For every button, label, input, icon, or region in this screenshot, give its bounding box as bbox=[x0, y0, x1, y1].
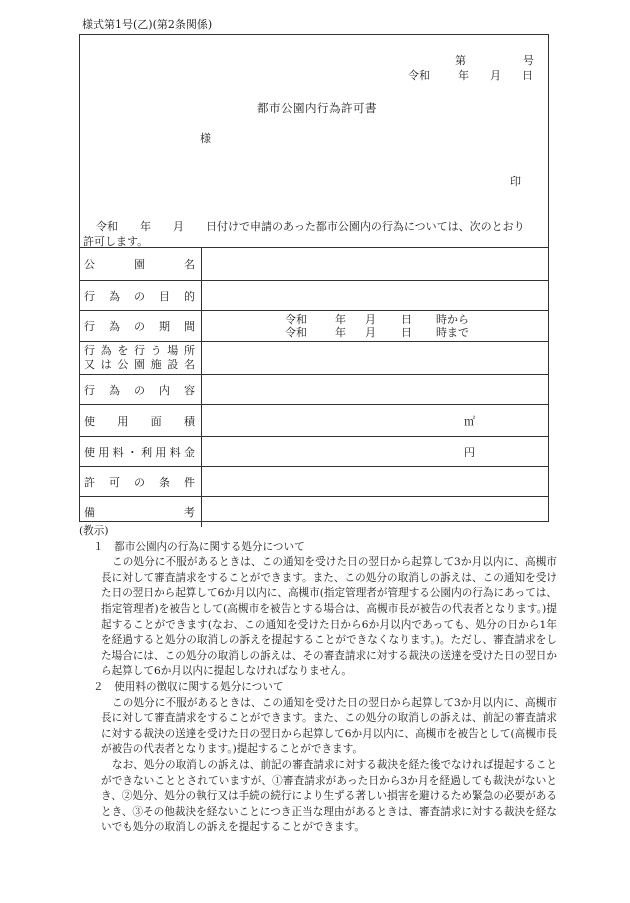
label-char: 用 bbox=[98, 445, 110, 459]
row-purpose bbox=[79, 281, 549, 311]
label-char: 面 bbox=[150, 414, 162, 428]
label-char: 行 bbox=[84, 344, 95, 357]
park-name-value[interactable] bbox=[202, 248, 550, 281]
label-char: 設 bbox=[167, 358, 179, 371]
row-park-name bbox=[79, 248, 549, 281]
label-char: 公 bbox=[84, 258, 95, 271]
label-char: 用 bbox=[117, 414, 129, 428]
label-char: 施 bbox=[150, 358, 162, 371]
date-day: 日 bbox=[522, 69, 533, 82]
label-char: 目 bbox=[159, 289, 170, 303]
period-to: 令和 年 月 日 時まで bbox=[285, 326, 469, 339]
label-char: 行 bbox=[84, 383, 95, 397]
seal-mark: 印 bbox=[510, 175, 521, 188]
label-char: 条 bbox=[159, 475, 170, 489]
label-char: の bbox=[134, 289, 145, 303]
label-char: 用 bbox=[155, 445, 167, 459]
label-char: 名 bbox=[183, 358, 195, 371]
section2-body-1: この処分に不服があるときは、この通知を受けた日の翌日から起算して3か月以内に、高槻市長に対して審査請求をすることができます。また、この処分の取消しの訴えは、前記の審査請求に対する裁決の送達を受けた日の翌日から起算して6か月以内に、高槻市を被告として(高槻市長が被告の代表者となります。)提起することができます。 bbox=[101, 696, 557, 756]
area-value[interactable] bbox=[202, 405, 550, 437]
label-char: 又 bbox=[84, 358, 95, 371]
period-from: 令和 年 月 日 時から bbox=[285, 313, 469, 326]
label-char: 行 bbox=[84, 320, 95, 333]
date-year: 年 bbox=[458, 69, 469, 82]
content-label bbox=[79, 382, 201, 398]
label-char: 為 bbox=[109, 383, 120, 397]
label-char: 為 bbox=[100, 344, 112, 357]
section1-title: １ 都市公園内の行為に関する処分について bbox=[93, 540, 305, 553]
permit-table bbox=[79, 247, 549, 527]
fee-label bbox=[79, 444, 201, 460]
label-char: 備 bbox=[84, 505, 95, 519]
label-char: 間 bbox=[184, 320, 195, 333]
label-char: 使 bbox=[84, 414, 95, 428]
label-char: 利 bbox=[141, 445, 153, 459]
intro-line-1: 令和 年 月 日付けで申請のあった都市公園内の行為については、次のとおり bbox=[96, 220, 525, 233]
number-suffix: 号 bbox=[523, 54, 534, 67]
conditions-label bbox=[79, 474, 201, 490]
row-fee bbox=[79, 437, 549, 467]
date-month: 月 bbox=[490, 69, 501, 82]
number-prefix: 第 bbox=[455, 54, 466, 67]
area-unit: ㎡ bbox=[464, 414, 475, 428]
label-char: 容 bbox=[184, 383, 195, 397]
label-char: 行 bbox=[133, 344, 145, 357]
purpose-label bbox=[79, 288, 201, 304]
period-value[interactable] bbox=[202, 311, 550, 342]
label-char: 金 bbox=[183, 445, 195, 459]
label-char: う bbox=[150, 344, 162, 357]
remarks-value[interactable] bbox=[202, 497, 550, 527]
label-char: の bbox=[134, 320, 145, 333]
instructions-section bbox=[79, 524, 557, 836]
row-area bbox=[79, 405, 549, 437]
section2-title: ２ 使用料の徴収に関する処分について bbox=[93, 680, 284, 693]
label-char: 積 bbox=[183, 414, 195, 428]
label-char: を bbox=[117, 344, 129, 357]
row-remarks bbox=[79, 497, 549, 527]
label-char: 場 bbox=[167, 344, 179, 357]
row-content bbox=[79, 375, 549, 405]
label-char: 内 bbox=[159, 383, 170, 397]
label-char: の bbox=[134, 475, 145, 489]
label-char: 的 bbox=[184, 289, 195, 303]
label-char: 名 bbox=[184, 258, 195, 271]
date-era: 令和 bbox=[408, 69, 430, 82]
label-char: 為 bbox=[109, 320, 120, 333]
conditions-value[interactable] bbox=[202, 467, 550, 497]
location-value[interactable] bbox=[202, 342, 550, 375]
label-char: 期 bbox=[159, 320, 170, 333]
label-char: 考 bbox=[184, 505, 195, 519]
label-char: 園 bbox=[134, 258, 145, 271]
instructions-heading: (教示) bbox=[79, 525, 109, 537]
label-char: ・ bbox=[126, 445, 138, 459]
label-char: 所 bbox=[183, 344, 195, 357]
location-label bbox=[79, 344, 201, 372]
label-char: 料 bbox=[112, 445, 124, 459]
label-char: 使 bbox=[84, 445, 95, 459]
intro-line-2: 許可します。 bbox=[83, 235, 149, 248]
label-char: 行 bbox=[84, 289, 95, 303]
label-char: 件 bbox=[184, 475, 195, 489]
purpose-value[interactable] bbox=[202, 281, 550, 311]
content-value[interactable] bbox=[202, 375, 550, 405]
label-char: 園 bbox=[133, 358, 145, 371]
fee-unit: 円 bbox=[464, 445, 475, 459]
label-char: 可 bbox=[109, 475, 120, 489]
park-name-label bbox=[79, 256, 201, 272]
label-char: の bbox=[134, 383, 145, 397]
document-title: 都市公園内行為許可書 bbox=[257, 101, 377, 115]
area-label bbox=[79, 413, 201, 429]
row-period bbox=[79, 311, 549, 342]
row-conditions bbox=[79, 467, 549, 497]
section2-body-2: なお、処分の取消しの訴えは、前記の審査請求に対する裁決を経た後でなければ提起することができないこととされていますが、①審査請求があった日から3か月を経過しても裁決がないとき、②処分、処分の執行又は手続の続行により生ずる著しい損害を避けるため緊急の必要があるとき、③その他裁決を経ないことにつき正当な理由があるときは、審査請求に対する裁決を経ないでも処分の取消しの訴えを提起することができます。 bbox=[101, 758, 557, 834]
remarks-label bbox=[79, 504, 201, 520]
label-char: 為 bbox=[109, 289, 120, 303]
label-char: 料 bbox=[169, 445, 181, 459]
section1-body: この処分に不服があるときは、この通知を受けた日の翌日から起算して3か月以内に、高槻市長に対して審査請求をすることができます。また、この処分の取消しの訴えは、この通知を受けた日の翌日から起算して6か月以内に、高槻市(指定管理者が管理する公園内の行為にあっては、指定管理者)を被告として(高槻市を被告とする場合は、高槻市長が被告の代表者となります。)提起することができます(なお、この通知を受けた日から6か月以内であっても、処分の日から1年を経過すると処分の取消しの訴えを提起することができなくなります。)。ただし、審査請求をした場合には、この処分の取消しの訴えは、その審査請求に対する裁決の送達を受けた日の翌日から起算して6か月以内に提起しなければなりません。 bbox=[101, 556, 557, 678]
row-location bbox=[79, 342, 549, 375]
addressee-suffix: 様 bbox=[200, 132, 211, 145]
fee-value[interactable] bbox=[202, 437, 550, 467]
label-char: は bbox=[100, 358, 112, 371]
period-label bbox=[79, 318, 201, 334]
label-char: 許 bbox=[84, 475, 95, 489]
label-char: 公 bbox=[117, 358, 129, 371]
form-number-label: 様式第1号(乙)(第2条関係) bbox=[82, 18, 213, 31]
